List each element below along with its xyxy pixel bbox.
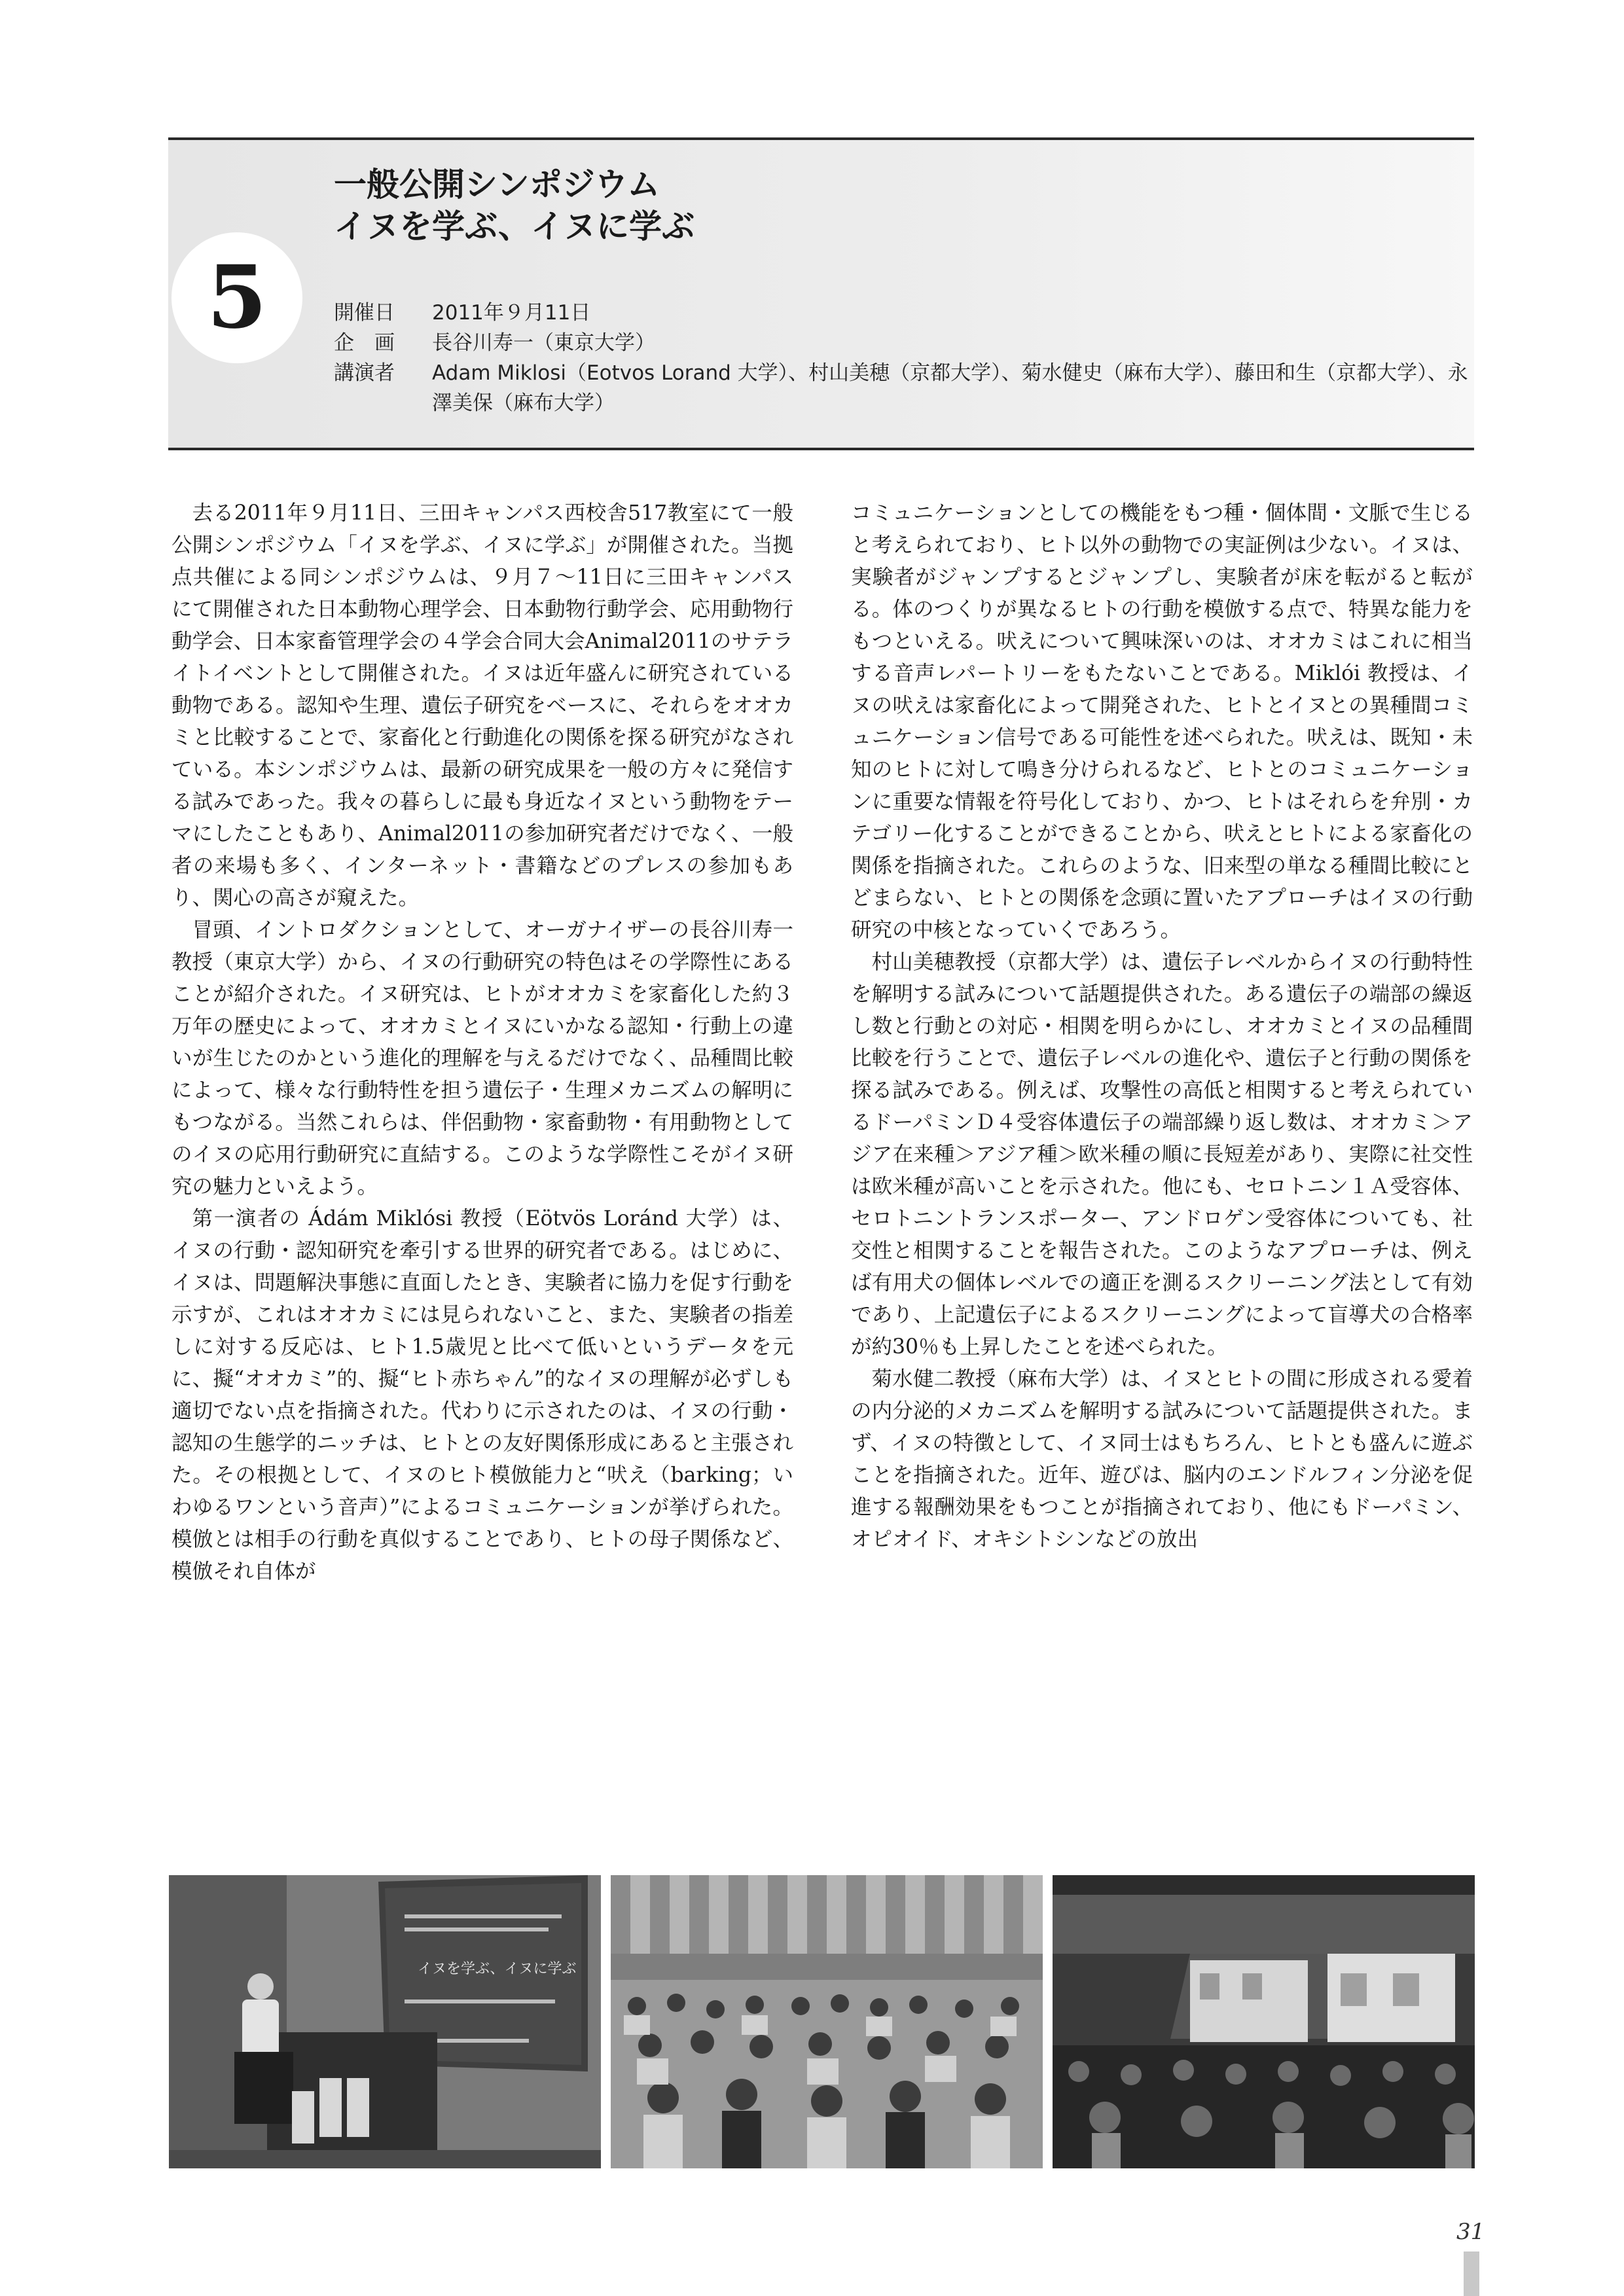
page-title (334, 164, 695, 247)
symposium-number: 5 (207, 247, 267, 348)
paragraph-hasegawa: 冒頭、イントロダクションとして、オーガナイザーの長谷川寿一教授（東京大学）から、イヌの行動研究の特色はその学際性にあることが紹介された。イヌ研究は、ヒトがオオカミを家畜化した約３万年の歴史によって、オオカミとイヌにいかなる認知・行動上の違いが生じたのかという進化的理解を与えるだけでなく、品種間比較によって、様々な行動特性を担う遺伝子・生理メカニズムの解明にもつながる。当然これらは、伴侶動物・家畜動物・有用動物としてのイヌの応用行動研究に直結する。このような学際性こそがイヌ研究の魅力といえよう。 (171, 918, 793, 1198)
slide-title-text: イヌを学ぶ、イヌに学ぶ (418, 1961, 577, 1977)
paragraph-intro: 去る2011年９月11日、三田キャンパス西校舎517教室にて一般公開シンポジウム「イヌを学ぶ、イヌに学ぶ」が開催された。当拠点共催による同シンポジウムは、９月７～11日に三田キャンパスにて開催された日本動物心理学会、日本動物行動学会、応用動物行動学会、日本家畜管理学会の４学会合同大会Animal2011のサテライトイベントとして開催された。イヌは近年盛んに研究されている動物である。認知や生理、遺伝子研究をベースに、それらをオオカミと比較することで、家畜化と行動進化の関係を探る研究がなされている。本シンポジウムは、最新の研究成果を一般の方々に発信する試みであった。我々の暮らしに最も身近なイヌという動物をテーマにしたこともあり、Animal2011の参加研究者だけでなく、一般者の来場も多く、インターネット・書籍などのプレスの参加もあり、関心の高さが窺えた。 (171, 501, 793, 910)
page-edge-tab (1464, 2251, 1479, 2296)
date-value: 2011年９月11日 (432, 301, 591, 325)
planner-label: 企 画 (334, 331, 395, 355)
paragraph-miklosi-cont: コミュニケーションとしての機能をもつ種・個体間・文脈で生じると考えられており、ヒト以外の動物での実証例は少ない。イヌは、実験者がジャンプするとジャンプし、実験者が床を転がると転がる。体のつくりが異なるヒトの行動を模倣する点で、特異な能力をもつといえる。吠えについて興味深いのは、オオカミはこれに相当する音声レパートリーをもたないことである。Miklói 教授は、イヌの吠えは家畜化によって開発された、ヒトとイヌとの異種間コミュニケーション信号である可能性を述べられた。吠えは、既知・未知のヒトに対して鳴き分けられるなど、ヒトとのコミュニケーションに重要な情報を符号化しており、かつ、ヒトはそれらを弁別・カテゴリー化することができることから、吠えとヒトによる家畜化の関係を指摘された。これらのような、旧来型の単なる種間比較にとどまらない、ヒトとの関係を念頭に置いたアプローチはイヌの行動研究の中核となっていくであろう。 (851, 501, 1473, 942)
date-label: 開催日 (334, 301, 395, 325)
paragraph-kikusui: 菊水健二教授（麻布大学）は、イヌとヒトの間に形成される愛着の内分泌的メカニズムを解明する試みについて話題提供された。まず、イヌの特徴として、イヌ同士はもちろん、ヒトとも盛んに遊ぶことを指摘された。近年、遊びは、脳内のエンドルフィン分泌を促進する報酬効果をもつことが指摘されており、他にもドーパミン、オピオイド、オキシトシンなどの放出 (851, 1367, 1473, 1551)
photo-speaker-podium (169, 1875, 601, 2168)
event-meta (334, 298, 1473, 418)
speakers-label: 講演者 (334, 361, 395, 385)
title-line-1: 一般公開シンポジウム (334, 166, 660, 204)
symposium-number-badge (171, 232, 302, 363)
speakers-value: Adam Miklosi（Eotvos Lorand 大学）、村山美穂（京都大学）、菊水健史（麻布大学）、藤田和生（京都大学）、永澤美保（麻布大学） (432, 361, 1468, 415)
planner-value: 長谷川寿一（東京大学） (432, 331, 655, 355)
meta-date-row (334, 298, 1473, 328)
title-line-2: イヌを学ぶ、イヌに学ぶ (334, 207, 695, 245)
paragraph-murayama: 村山美穂教授（京都大学）は、遺伝子レベルからイヌの行動特性を解明する試みについて話題提供された。ある遺伝子の端部の繰返し数と行動との対応・相関を明らかにし、オオカミとイヌの品種間比較を行うことで、遺伝子レベルの進化や、遺伝子と行動の関係を探る試みである。例えば、攻撃性の高低と相関すると考えられているドーパミンＤ４受容体遺伝子の端部繰り返し数は、オオカミ＞アジア在来種＞アジア種＞欧米種の順に長短差があり、実際に社交性は欧米種が高いことを示された。他にも、セロトニン１Ａ受容体、セロトニントランスポーター、アンドロゲン受容体についても、社交性と相関することを報告された。このようなアプローチは、例えば有用犬の個体レベルでの適正を測るスクリーニング法として有効であり、上記遺伝子によるスクリーニングによって盲導犬の合格率が約30％も上昇したことを述べられた。 (851, 950, 1473, 1359)
left-column (171, 497, 793, 1588)
meta-speakers-row (334, 358, 1473, 418)
right-column (851, 497, 1473, 1556)
meta-planner-row (334, 328, 1473, 358)
photo-audience (611, 1875, 1043, 2168)
paragraph-miklosi: 第一演者の Ádám Miklósi 教授（Eötvös Loránd 大学）は、イヌの行動・認知研究を牽引する世界的研究者である。はじめに、イヌは、問題解決事態に直面したとき、実験者に協力を促す行動を示すが、これはオオカミには見られないこと、また、実験者の指差しに対する反応は、ヒト1.5歳児と比べて低いというデータを元に、擬“オオカミ”的、擬“ヒト赤ちゃん”的なイヌの理解が必ずしも適切でない点を指摘された。代わりに示されたのは、イヌの行動・認知の生態学的ニッチは、ヒトとの友好関係形成にあると主張された。その根拠として、イヌのヒト模倣能力と“吠え（barking；いわゆるワンという音声）”によるコミュニケーションが挙げられた。模倣とは相手の行動を真似することであり、ヒトの母子関係など、模倣それ自体が (171, 1207, 793, 1583)
page-number: 31 (1456, 2219, 1485, 2245)
photo-presentation-screens (1053, 1875, 1475, 2168)
